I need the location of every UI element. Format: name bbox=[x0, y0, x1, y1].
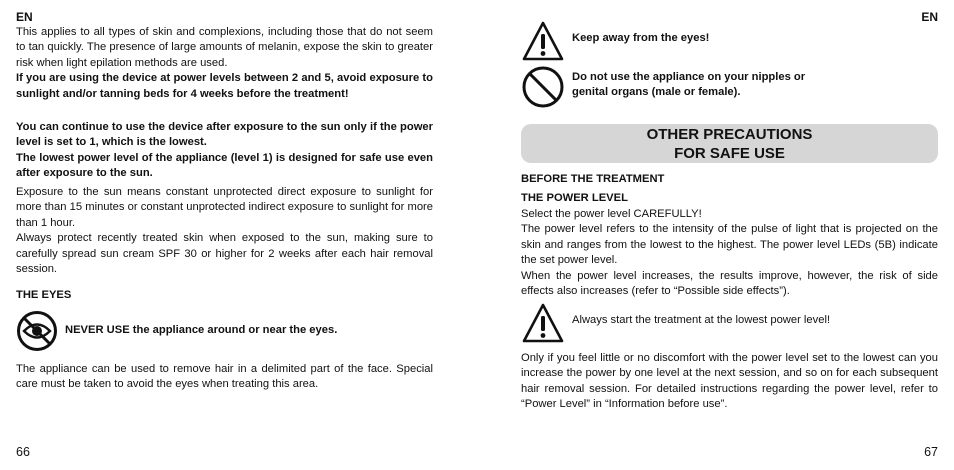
prohibition-icon bbox=[521, 65, 565, 109]
banner-line1: OTHER PRECAUTIONS bbox=[646, 125, 813, 143]
page-number: 66 bbox=[16, 445, 30, 459]
language-label: EN bbox=[16, 10, 33, 24]
no-eye-icon bbox=[16, 310, 58, 352]
nipples-warning-text bbox=[572, 70, 805, 101]
lowest-level-warning-text: Always start the treatment at the lowest power level! bbox=[572, 314, 831, 326]
language-label: EN bbox=[921, 10, 938, 24]
power-level-heading: THE POWER LEVEL bbox=[521, 192, 628, 204]
before-treatment-heading: BEFORE THE TREATMENT bbox=[521, 173, 665, 185]
left-page bbox=[16, 0, 433, 470]
paragraph-exposure-definition bbox=[16, 185, 433, 277]
protect-skin-text: Always protect recently treated skin when exposed to the sun, making sure to carefully spread sun cream SPF 30 or higher for 2 weeks after each hair removal session. bbox=[16, 232, 433, 276]
power-increase-text: When the power level increases, the results improve, however, the risk of side effects also increases (refer to “Possible side effects”). bbox=[521, 269, 938, 298]
paragraph-increase-power: Only if you feel little or no discomfort with the power level set to the lowest can you increase the power by one level at the next session, and so on for each subsequent hair removal session. For detailed instructions regarding the power level, refer to “Power Level” in “Information before use”. bbox=[521, 352, 938, 411]
continue-use-text: You can continue to use the device after exposure to the sun only if the power level is set to 1, which is the lowest. bbox=[16, 121, 433, 149]
eyes-warning-text: NEVER USE the appliance around or near the eyes. bbox=[65, 324, 338, 336]
sun-warning-bold: If you are using the device at power levels between 2 and 5, avoid exposure to sunlight and/or tanning beds for 4 weeks before the treatment! bbox=[16, 72, 433, 100]
section-banner bbox=[521, 124, 938, 163]
paragraph-power-level bbox=[521, 207, 938, 299]
paragraph-sun-exposure bbox=[16, 120, 433, 182]
lowest-level-text: The lowest power level of the appliance (level 1) is designed for safe use even after exposure to the sun. bbox=[16, 151, 433, 180]
warning-triangle-icon bbox=[521, 20, 565, 62]
page-number: 67 bbox=[924, 445, 938, 459]
warning-triangle-icon bbox=[521, 302, 565, 344]
paragraph-face-area: The appliance can be used to remove hair in a delimited part of the face. Special care must be taken to avoid the eyes when treating this area. bbox=[16, 363, 433, 391]
banner-line2: FOR SAFE USE bbox=[674, 144, 785, 162]
exposure-definition-text: Exposure to the sun means constant unprotected direct exposure to sunlight for more than 15 minutes or constant unprotected indirect exposure to sunlight for more than 1 hour. bbox=[16, 186, 433, 229]
nipples-warning-line2: genital organs (male or female). bbox=[572, 86, 741, 99]
nipples-warning-line1: Do not use the appliance on your nipples or bbox=[572, 71, 806, 83]
keep-away-eyes-text: Keep away from the eyes! bbox=[572, 32, 710, 44]
skin-types-text: This applies to all types of skin and complexions, including those that do not seem to tan quickly. The presence of large amounts of melanin, expose the skin to greater risk when light epilation methods are used. bbox=[16, 26, 433, 69]
right-page bbox=[521, 0, 938, 470]
eyes-heading: THE EYES bbox=[16, 289, 72, 301]
paragraph-skin-types bbox=[16, 25, 433, 102]
select-power-text: Select the power level CAREFULLY! bbox=[521, 208, 702, 220]
power-definition-text: The power level refers to the intensity of the pulse of light that is projected on the skin and ranges from the lowest to the highest. The power level LEDs (5B) indicate the set power level. bbox=[521, 223, 938, 267]
